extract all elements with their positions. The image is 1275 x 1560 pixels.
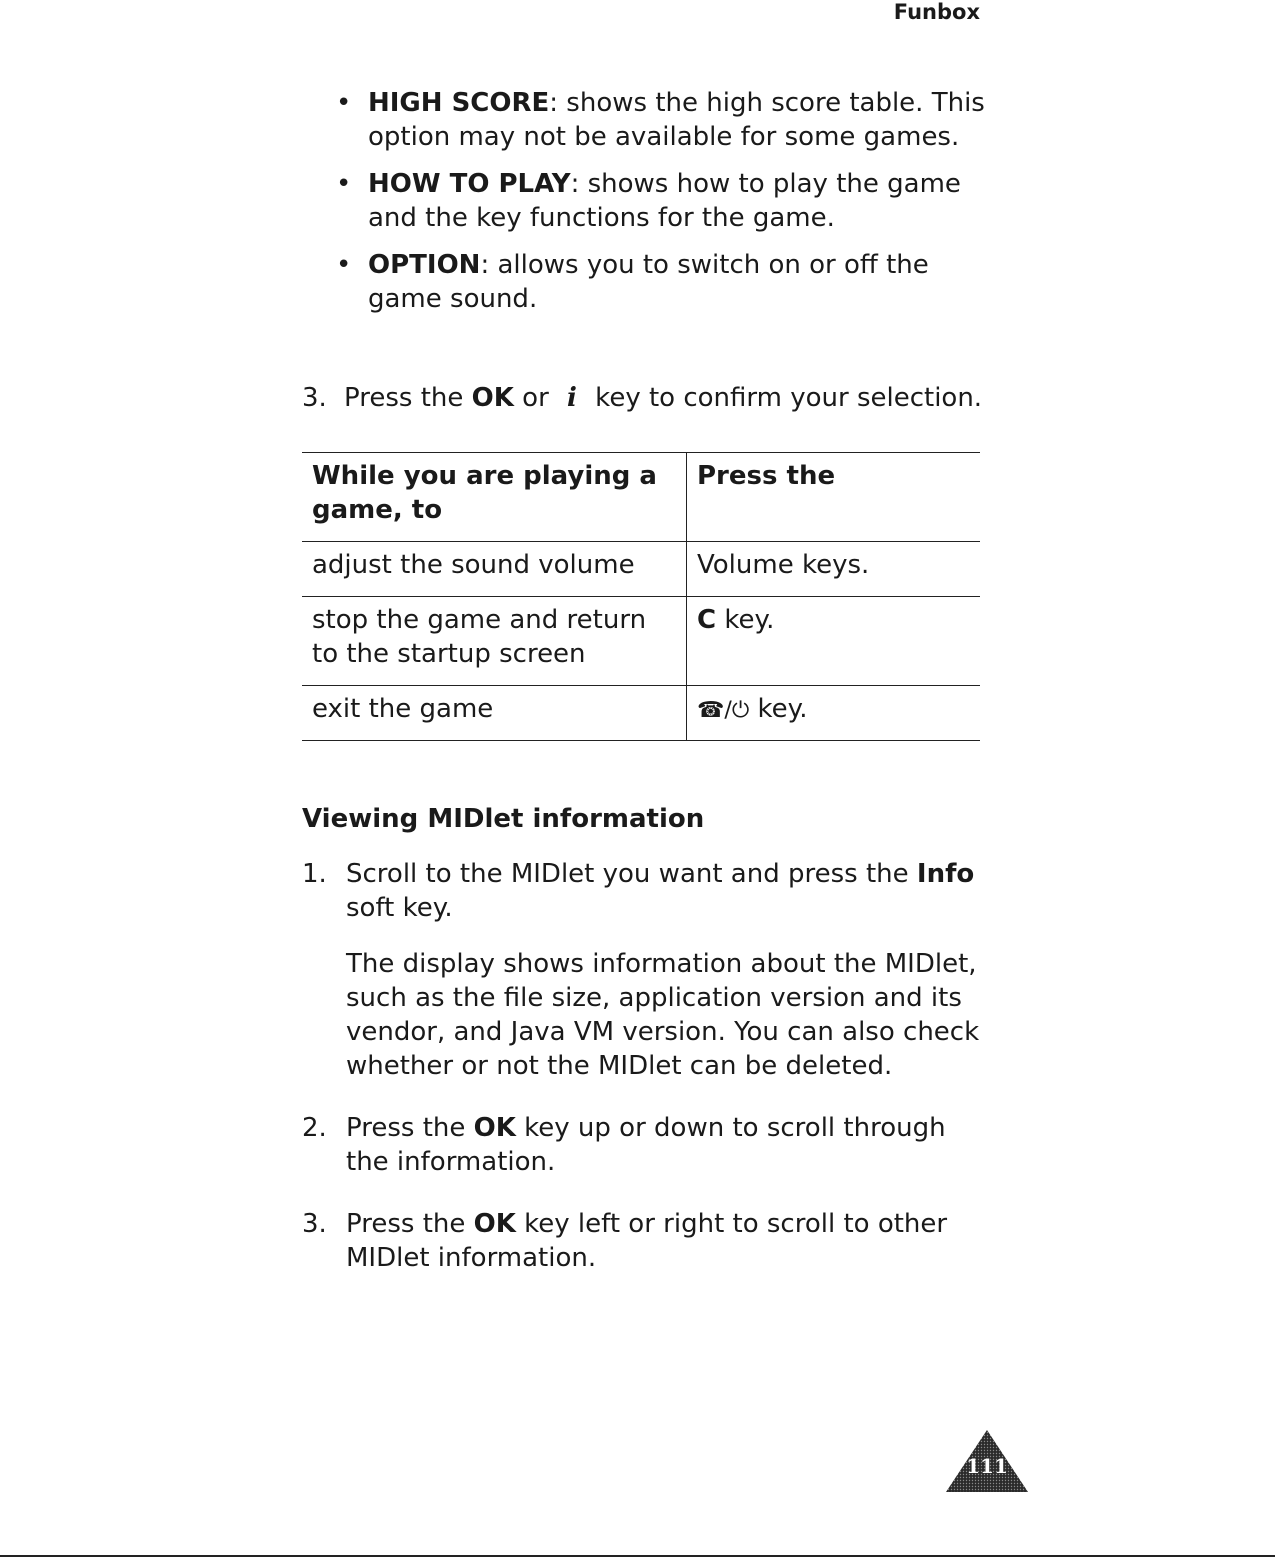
bullet-icon: • [336, 250, 352, 280]
list-item [336, 167, 996, 235]
section-heading: Viewing MIDlet information [302, 804, 705, 834]
info-key-label: Info [916, 859, 975, 889]
menu-options-list [336, 86, 996, 329]
step-text: key to confirm your selection. [586, 383, 983, 413]
bullet-icon: • [336, 169, 352, 199]
step-text-part: key up or down to scroll through the information. [346, 1113, 946, 1177]
step-detail-paragraph: The display shows information about the MIDlet, such as the file size, application version and its vendor, and Java VM version. You can also check whether or not the MIDlet can be deleted. [346, 949, 980, 1081]
step-text-part: Press the [346, 1113, 474, 1143]
term-separator: : [480, 250, 490, 280]
step-text [346, 1207, 992, 1275]
end-power-key-icon: ☎/⏻ [697, 698, 750, 723]
action-cell: adjust the sound volume [302, 542, 687, 597]
list-item [336, 248, 996, 316]
table-row [302, 542, 980, 597]
key-cell [687, 686, 981, 741]
action-cell: exit the game [302, 686, 687, 741]
list-item [302, 857, 992, 1083]
step-number: 3. [302, 383, 327, 413]
info-key-icon: i [567, 383, 577, 413]
step-number: 1. [302, 859, 327, 889]
step-text [346, 857, 992, 925]
step-number: 3. [302, 1209, 327, 1239]
option-description: shows the high score table. This option may not be available for some games. [368, 88, 985, 152]
term-separator: : [549, 88, 559, 118]
column-header-action: While you are playing a game, to [302, 453, 687, 542]
key-text: key. [716, 605, 775, 635]
step-text-part: soft key. [346, 893, 453, 923]
step-text-part: key left or right to scroll to other MIDlet information. [346, 1209, 948, 1273]
ok-key-label: OK [471, 383, 514, 413]
list-item [302, 1111, 992, 1179]
step-text: Press the [344, 383, 472, 413]
ok-key-label: OK [473, 1113, 516, 1143]
table-header-row [302, 453, 980, 542]
key-cell [687, 542, 981, 597]
midlet-steps-list [302, 857, 992, 1303]
table-row [302, 597, 980, 686]
bullet-icon: • [336, 88, 352, 118]
option-term: OPTION [368, 250, 481, 280]
option-description: allows you to switch on or off the game sound. [368, 250, 929, 314]
step-text-part: Press the [346, 1209, 474, 1239]
confirm-step [302, 381, 1002, 415]
step-text-part: Scroll to the MIDlet you want and press the [346, 859, 917, 889]
step-number: 2. [302, 1113, 327, 1143]
key-text: Volume keys. [697, 550, 870, 580]
list-item [302, 1207, 992, 1275]
step-text: or [513, 383, 558, 413]
option-term: HOW TO PLAY [368, 169, 571, 199]
option-description: shows how to play the game and the key functions for the game. [368, 169, 961, 233]
key-cell [687, 597, 981, 686]
column-header-key: Press the [687, 453, 981, 542]
key-label: C [697, 605, 717, 635]
action-cell: stop the game and return to the startup screen [302, 597, 687, 686]
running-header: Funbox [893, 0, 980, 24]
game-keys-table [302, 452, 980, 741]
term-separator: : [570, 169, 580, 199]
bottom-divider [0, 1555, 1275, 1557]
page-number: 111 [966, 1454, 1008, 1478]
ok-key-label: OK [473, 1209, 516, 1239]
table-row [302, 686, 980, 741]
step-text [346, 1111, 992, 1179]
list-item [336, 86, 996, 154]
key-text: key. [749, 694, 808, 724]
page-number-badge [944, 1428, 1030, 1494]
option-term: HIGH SCORE [368, 88, 550, 118]
